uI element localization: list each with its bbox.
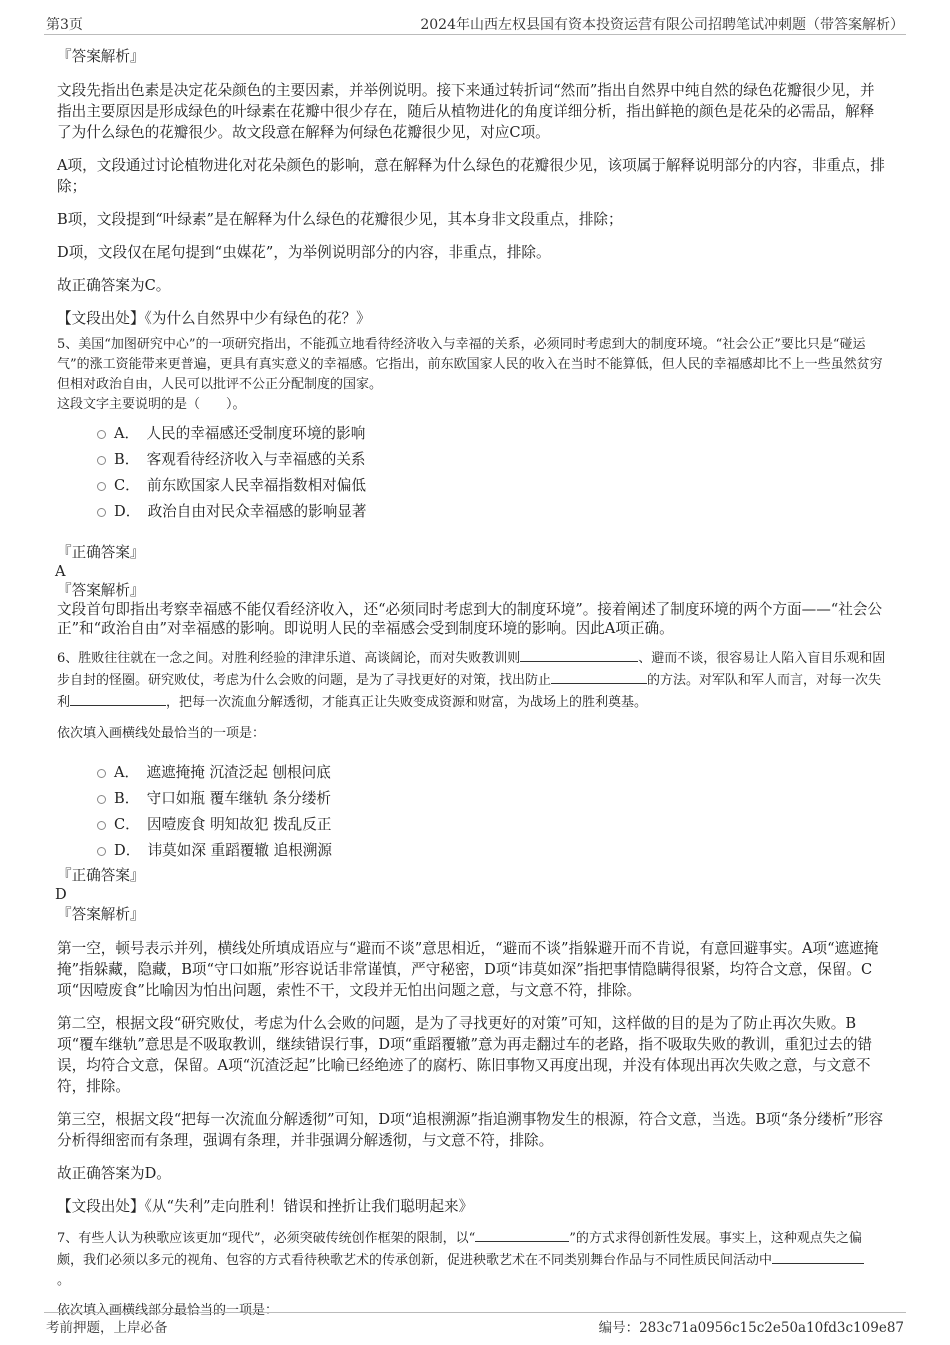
blank-line (70, 691, 166, 706)
blank-line (520, 647, 638, 662)
radio-icon[interactable] (97, 430, 106, 439)
analysis-label: 『答案解析』 (57, 906, 145, 923)
option-list (57, 758, 887, 862)
option-label: A． 人民的幸福感还受制度环境的影响 (114, 424, 366, 442)
correct-answer: A (55, 563, 66, 580)
footer-slogan: 考前押题，上岸必备 (46, 1320, 168, 1336)
analysis-paragraph: 文段首句即指出考察幸福感不能仅看经济收入，还“必须同时考虑到大的制度环境”。接着阐述了制度环境的两个方面——“社会公正”和“政治自由”对幸福感的影响。即说明人民的幸福感会受到制度环境的影响。因此A项正确。 (57, 601, 883, 637)
option-a[interactable] (97, 419, 887, 445)
stem-text: 6、胜败往往就在一念之间。对胜利经验的津津乐道、高谈阔论，而对失败教训则 (57, 651, 521, 666)
radio-icon[interactable] (97, 508, 106, 517)
conclusion: 故正确答案为C。 (57, 277, 171, 294)
question-stem (57, 1227, 887, 1291)
analysis-paragraph: A项，文段通过讨论植物进化对花朵颜色的影响，意在解释为什么绿色的花瓣很少见，该项属于解释说明部分的内容，非重点，排除； (57, 157, 885, 195)
radio-icon[interactable] (97, 847, 106, 856)
question-ask: 这段文字主要说明的是（ ）。 (57, 397, 246, 412)
stem-text: 。 (57, 1273, 71, 1288)
stem-text: 的方法。对军队和军人而言，对每一次失利 (57, 673, 882, 710)
question-ask: 依次填入画横线处最恰当的一项是： (57, 726, 266, 741)
question-stem (57, 647, 887, 713)
source-note: 【文段出处】《为什么自然界中少有绿色的花？》 (57, 310, 371, 327)
correct-answer: D (55, 886, 67, 903)
blank-line (551, 669, 647, 684)
answer-label: 『正确答案』 (57, 867, 145, 884)
option-label: C． 前东欧国家人民幸福指数相对偏低 (114, 476, 366, 494)
blank-line (772, 1249, 864, 1264)
option-b[interactable] (97, 784, 887, 810)
stem-text: 7、有些人认为秧歌应该更加“现代”，必须突破传统创作框架的限制，以“ (57, 1231, 476, 1246)
radio-icon[interactable] (97, 795, 106, 804)
radio-icon[interactable] (97, 769, 106, 778)
analysis-label: 『答案解析』 (57, 582, 145, 599)
option-label: B． 客观看待经济收入与幸福感的关系 (114, 450, 366, 468)
conclusion: 故正确答案为D。 (57, 1165, 171, 1182)
radio-icon[interactable] (97, 821, 106, 830)
option-d[interactable] (97, 497, 887, 523)
option-d[interactable] (97, 836, 887, 862)
option-label: D． 讳莫如深 重蹈覆辙 追根溯源 (114, 841, 332, 859)
option-a[interactable] (97, 758, 887, 784)
document-id: 编号：283c71a0956c15c2e50a10fd3c109e87 (598, 1320, 904, 1336)
question-ask: 依次填入画横线部分最恰当的一项是： (57, 1303, 279, 1318)
answer-label: 『正确答案』 (57, 544, 145, 561)
option-b[interactable] (97, 445, 887, 471)
analysis-paragraph: 文段先指出色素是决定花朵颜色的主要因素，并举例说明。接下来通过转折词“然而”指出自然界中纯自然的绿色花瓣很少见，并指出主要原因是形成绿色的叶绿素在花瓣中很少存在，随后从植物进化的角度详细分析，指出鲜艳的颜色是花朵的必需品，解释了为什么绿色的花瓣很少。故文段意在解释为何绿色花瓣很少见，对应C项。 (57, 82, 875, 141)
analysis-label: 『答案解析』 (57, 48, 145, 65)
analysis-paragraph: B项，文段提到“叶绿素”是在解释为什么绿色的花瓣很少见，其本身非文段重点，排除； (57, 211, 623, 228)
option-label: C． 因噎废食 明知故犯 拨乱反正 (114, 815, 332, 833)
stem-text: ”的方式求得创新性发展。事实上，这种观点失之偏颇，我们必须以多元的视角、包容的方式看待秧歌艺术的传承创新，促进秧歌艺术在不同类别舞台作品与不同性质民间活动中 (57, 1231, 862, 1268)
option-label: B． 守口如瓶 覆车继轨 条分缕析 (114, 789, 332, 807)
analysis-paragraph: 第三空，根据文段“把每一次流血分解透彻”可知，D项“追根溯源”指追溯事物发生的根源，符合文意，当选。B项“条分缕析”形容分析得细密而有条理，强调有条理，并非强调分解透彻，与文意不符，排除。 (57, 1111, 884, 1149)
page-header (44, 12, 906, 35)
question-stem: 5、美国“加图研究中心”的一项研究指出，不能孤立地看待经济收入与幸福的关系，必须同时考虑到大的制度环境。“社会公正”要比只是“碰运气”的涨工资能带来更普遍，更具有真实意义的幸福感。它指出，前东欧国家人民的收入在当时不能算低，但人民的幸福感却比不上一些虽然贫穷但相对政治自由，人民可以批评不公正分配制度的国家。 (57, 337, 883, 392)
stem-text: 、避而不谈，很容易让人陷入盲目乐观和固步自封的怪圈。研究败仗，考虑为什么会败的问题，是为了寻找更好的对策，找出防止 (57, 651, 886, 688)
option-list (57, 419, 887, 523)
analysis-paragraph: 第二空，根据文段“研究败仗，考虑为什么会败的问题，是为了寻找更好的对策”可知，这样做的目的是为了防止再次失败。B项“覆车继轨”意思是不吸取教训，继续错误行事，D项“重蹈覆辙”意为再走翻过车的老路，指不吸取失败的教训，重犯过去的错误，均符合文意，保留。A项“沉渣泛起”比喻已经绝迹了的腐朽、陈旧事物又再度出现，并没有体现出再次失败之意，与文意不符，排除。 (57, 1015, 873, 1095)
option-c[interactable] (97, 471, 887, 497)
page-footer (44, 1312, 906, 1335)
stem-text: ，把每一次流血分解透彻，才能真正让失败变成资源和财富，为战场上的胜利奠基。 (166, 695, 648, 710)
document-title: 2024年山西左权县国有资本投资运营有限公司招聘笔试冲刺题（带答案解析） (420, 17, 904, 33)
radio-icon[interactable] (97, 456, 106, 465)
radio-icon[interactable] (97, 482, 106, 491)
option-c[interactable] (97, 810, 887, 836)
analysis-paragraph: 第一空，顿号表示并列，横线处所填成语应与“避而不谈”意思相近，“避而不谈”指躲避开而不肯说，有意回避事实。A项“遮遮掩掩”指躲藏，隐藏，B项“守口如瓶”形容说话非常谨慎，严守秘密，D项“讳莫如深”指把事情隐瞒得很紧，均符合文意，保留。C项“因噎废食”比喻因为怕出问题，索性不干，文段并无怕出问题之意，与文意不符，排除。 (57, 940, 879, 999)
source-note: 【文段出处】《从“失利”走向胜利！错误和挫折让我们聪明起来》 (57, 1198, 474, 1215)
analysis-paragraph: D项，文段仅在尾句提到“虫媒花”，为举例说明部分的内容，非重点，排除。 (57, 244, 551, 261)
page-number: 第3页 (46, 17, 83, 33)
option-label: A． 遮遮掩掩 沉渣泛起 刨根问底 (114, 763, 331, 781)
blank-line (475, 1227, 569, 1242)
document-body (57, 46, 887, 1321)
option-label: D． 政治自由对民众幸福感的影响显著 (114, 502, 367, 520)
